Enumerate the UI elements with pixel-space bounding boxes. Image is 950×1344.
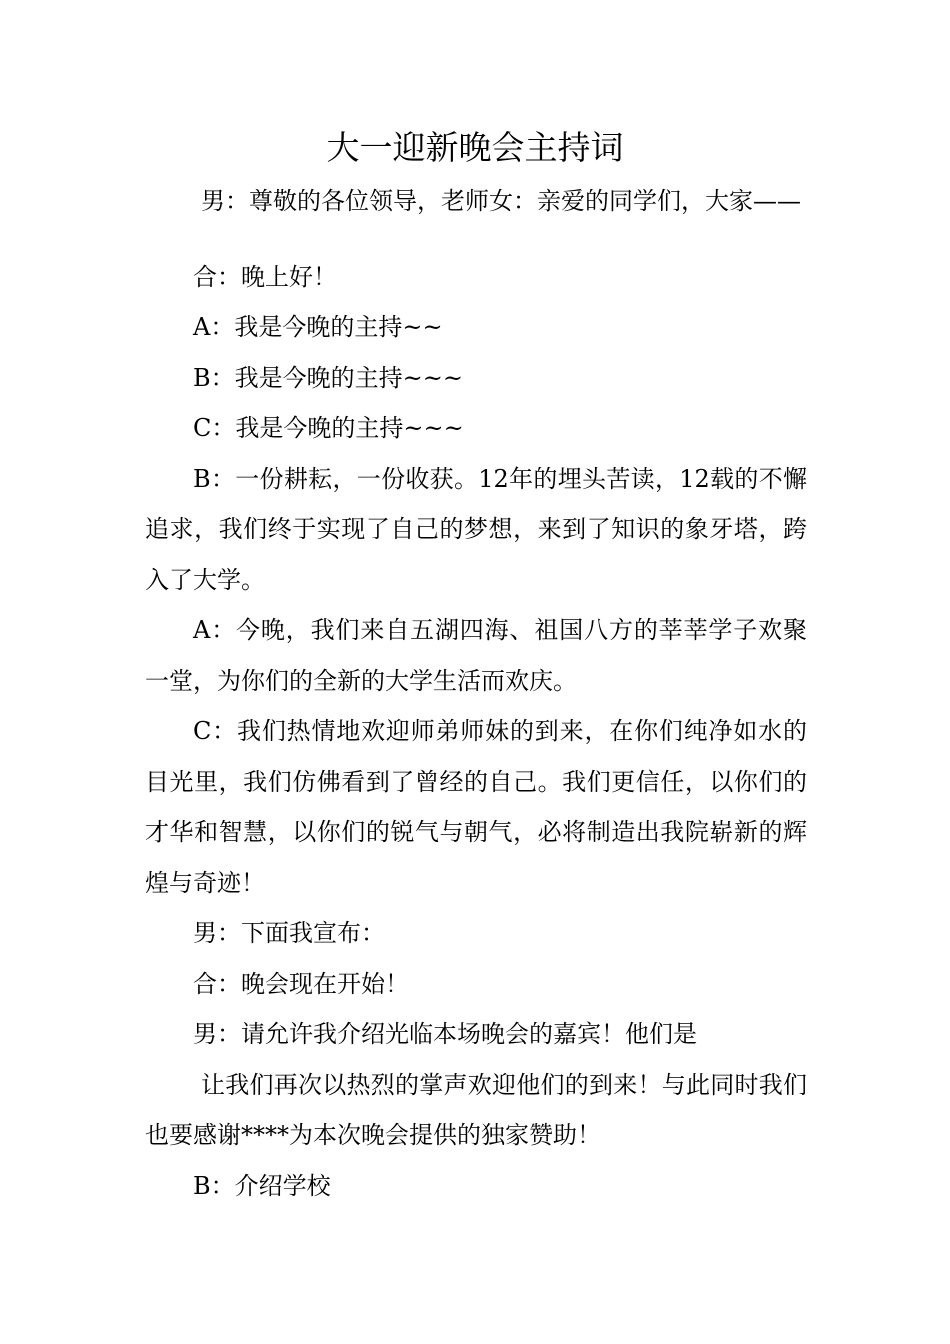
document-title: 大一迎新晚会主持词 xyxy=(326,128,624,167)
paragraph: B：一份耕耘，一份收获。12年的埋头苦读，12载的不懈追求，我们终于实现了自己的梦想，来到了知识的象牙塔，跨入了大学。 xyxy=(145,464,807,594)
paragraph: 合：晚会现在开始！ xyxy=(193,969,409,998)
paragraph: 合：晚上好！ xyxy=(193,262,337,291)
paragraph: A：今晚，我们来自五湖四海、祖国八方的莘莘学子欢聚一堂，为你们的全新的大学生活而欢庆。 xyxy=(145,616,807,695)
paragraph: 让我们再次以热烈的掌声欢迎他们的到来！与此同时我们也要感谢****为本次晚会提供的独家赞助！ xyxy=(145,1070,807,1149)
paragraph: 男：请允许我介绍光临本场晚会的嘉宾！他们是 xyxy=(193,1020,697,1048)
paragraph: C：我是今晚的主持~~~ xyxy=(193,414,464,442)
paragraph: 男：下面我宣布： xyxy=(193,919,385,947)
document-body xyxy=(145,176,807,1211)
paragraph: 男：尊敬的各位领导，老师女：亲爱的同学们，大家—— xyxy=(201,187,801,215)
paragraph: C：我们热情地欢迎师弟师妹的到来，在你们纯净如水的目光里，我们仿佛看到了曾经的自己。我们更信任，以你们的才华和智慧，以你们的锐气与朝气，必将制造出我院崭新的辉煌与奇迹！ xyxy=(145,717,807,897)
paragraph: B：介绍学校 xyxy=(193,1171,331,1200)
paragraph: A：我是今晚的主持~~ xyxy=(193,313,443,341)
paragraph: B：我是今晚的主持~~~ xyxy=(193,363,463,392)
